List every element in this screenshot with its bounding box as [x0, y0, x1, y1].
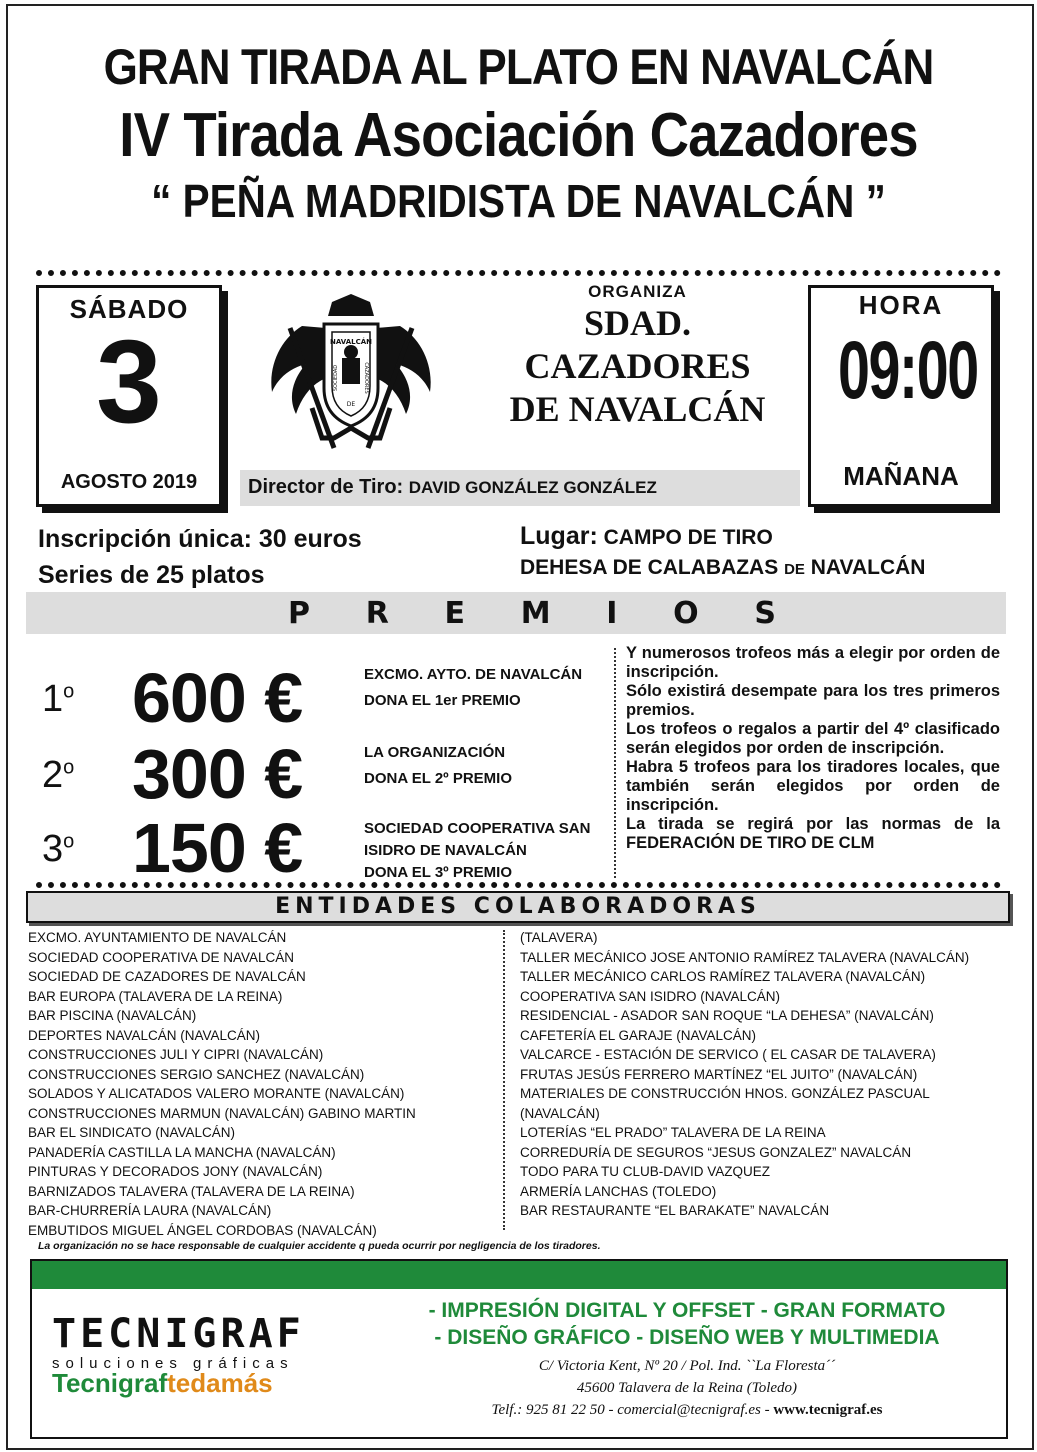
prizes-title-letter: P: [288, 595, 310, 631]
svg-text:SOCIEDAD: SOCIEDAD: [333, 364, 339, 392]
dotted-divider-top: [36, 270, 1001, 276]
registration-series: Series de 25 platos: [38, 561, 265, 589]
list-item: PINTURAS Y DECORADOS JONY (NAVALCÁN): [28, 1164, 323, 1179]
service-line-1: - IMPRESIÓN DIGITAL Y OFFSET - GRAN FORMATO: [428, 1299, 946, 1322]
list-item: SOCIEDAD DE CAZADORES DE NAVALCÁN: [28, 969, 306, 984]
prizes-title-letter: I: [606, 595, 618, 631]
list-item: CONSTRUCCIONES JULI Y CIPRI (NAVALCÁN): [28, 1047, 324, 1062]
title-line-2: IV Tirada Asociación Cazadores: [119, 101, 918, 170]
hour-period: MAÑANA: [843, 461, 959, 491]
prize-position: 2$^o$: [42, 754, 75, 796]
hour-time: 09:00: [838, 325, 978, 416]
list-item: LOTERÍAS “EL PRADO” TALAVERA DE LA REINA: [520, 1125, 826, 1140]
list-item: BAR RESTAURANTE “EL BARAKATE” NAVALCÁN: [520, 1203, 830, 1218]
sponsors-right-list: [520, 928, 969, 1221]
logo-tagline: Tecnigraftedamás: [52, 1368, 273, 1398]
list-item: DEPORTES NAVALCÁN (NAVALCÁN): [28, 1027, 261, 1043]
list-item: BAR PISCINA (NAVALCÁN): [28, 1008, 197, 1023]
list-item: TALLER MECÁNICO JOSE ANTONIO RAMÍREZ TALAVERA (NAVALCÁN): [520, 949, 970, 965]
list-item: COOPERATIVA SAN ISIDRO (NAVALCÁN): [520, 988, 781, 1004]
hour-box: [808, 285, 994, 507]
list-item: SOCIEDAD COOPERATIVA DE NAVALCÁN: [28, 949, 295, 965]
address-line-2: 45600 Talavera de la Reina (Toledo): [576, 1380, 798, 1396]
contact-line: Telf.: 925 81 22 50 - comercial@tecnigraf.es - www.tecnigraf.es: [491, 1402, 883, 1418]
prizes-divider: [614, 648, 616, 878]
place-line-1: CAMPO DE TIRO: [603, 526, 773, 549]
svg-text:NAVALCÁN: NAVALCÁN: [329, 338, 373, 346]
organizer-name-2: CAZADORES: [524, 346, 751, 386]
prize-donor: LA ORGANIZACIÓN DONA EL 2º PREMIO: [364, 744, 513, 787]
organizer-name-3: DE NAVALCÁN: [509, 389, 766, 429]
note: Habra 5 trofeos para los tiradores locales, que también serán elegidos por orden de inscripción.: [626, 758, 1000, 814]
footer-text: [387, 1297, 987, 1421]
place-line-2a: DEHESA DE CALABAZAS: [520, 556, 779, 579]
director-name: DAVID GONZÁLEZ GONZÁLEZ: [408, 478, 657, 497]
list-item: TODO PARA TU CLUB-DAVID VAZQUEZ: [520, 1164, 771, 1179]
svg-text:DE: DE: [346, 401, 356, 408]
list-item: BAR EUROPA (TALAVERA DE LA REINA): [28, 988, 283, 1004]
prize-donor: SOCIEDAD COOPERATIVA SAN ISIDRO DE NAVALCÁN DONA EL 3º PREMIO: [364, 820, 591, 881]
logo-subtitle: soluciones gráficas: [52, 1355, 294, 1372]
rules-notes: [626, 644, 1000, 853]
website-link[interactable]: www.tecnigraf.es: [773, 1402, 883, 1418]
address-line-1: C/ Victoria Kent, Nº 20 / Pol. Ind. ``La Floresta´´: [538, 1358, 836, 1374]
note: Y numerosos trofeos más a elegir por orden de inscripción.: [626, 644, 1000, 681]
list-item: ARMERÍA LANCHAS (TOLEDO): [520, 1183, 717, 1199]
list-item: BARNIZADOS TALAVERA (TALAVERA DE LA REINA): [28, 1183, 355, 1199]
note: Los trofeos o regalos a partir del 4º clasificado serán elegidos por orden de inscripción.: [626, 720, 1000, 757]
list-item: EMBUTIDOS MIGUEL ÁNGEL CORDOBAS (NAVALCÁN): [28, 1222, 377, 1238]
prize-position: 1$^o$: [42, 678, 75, 720]
prizes-title-letter: R: [365, 595, 389, 631]
list-item: EXCMO. AYUNTAMIENTO DE NAVALCÁN: [28, 930, 287, 945]
sponsors-left-list: [28, 928, 416, 1240]
list-item: CORREDURÍA DE SEGUROS “JESUS GONZALEZ” NAVALCÁN: [520, 1144, 912, 1160]
list-item: BAR-CHURRERÍA LAURA (NAVALCÁN): [28, 1203, 272, 1218]
organizer-block: [470, 282, 805, 431]
prizes-title-letter: E: [444, 595, 466, 631]
title-line-1: GRAN TIRADA AL PLATO EN NAVALCÁN: [103, 39, 934, 95]
logo-brand: TECNIGRAF: [52, 1311, 305, 1357]
disclaimer: La organización no se hace responsable de cualquier accidente q pueda ocurrir por negligencia de los tiradores.: [38, 1240, 601, 1252]
organizer-label: ORGANIZA: [588, 282, 687, 301]
svg-text:CAZADORES: CAZADORES: [363, 362, 369, 394]
registration-fee: Inscripción única: 30 euros: [38, 525, 362, 553]
director-label: Director de Tiro:: [248, 476, 404, 498]
day-number: 3: [96, 316, 162, 448]
registration-info: [38, 521, 362, 593]
sponsors-divider: [503, 930, 505, 1230]
prize-donor: EXCMO. AYTO. DE NAVALCÁN DONA EL 1er PREMIO: [364, 666, 583, 709]
hour-label: HORA: [858, 290, 944, 320]
note: Sólo existirá desempate para los tres primeros premios.: [626, 682, 1000, 719]
tecnigraf-logo: [52, 1311, 305, 1399]
list-item: (TALAVERA): [520, 930, 598, 945]
prize-1: [42, 659, 612, 737]
date-box: [36, 285, 222, 507]
sponsors-title-bar: ENTIDADES COLABORADORAS: [26, 891, 1010, 923]
hunters-crest-icon: [262, 288, 440, 456]
prize-amount: 150 €: [132, 809, 303, 887]
list-item: (NAVALCÁN): [520, 1105, 600, 1121]
footer-green-band: [32, 1261, 1006, 1289]
prize-2: [42, 735, 612, 813]
printer-footer: [30, 1259, 1008, 1439]
list-item: SOLADOS Y ALICATADOS VALERO MORANTE (NAVALCÁN): [28, 1086, 405, 1101]
note: La tirada se regirá por las normas de la FEDERACIÓN DE TIRO DE CLM: [626, 815, 1000, 852]
prizes-title-bar: [26, 592, 1006, 634]
month-year: AGOSTO 2019: [60, 471, 198, 493]
place-line-2b: DE: [784, 561, 805, 578]
list-item: BAR EL SINDICATO (NAVALCÁN): [28, 1125, 236, 1140]
dotted-divider-bottom: [36, 882, 1001, 888]
place-info: [520, 521, 925, 585]
weekday-label: SÁBADO: [69, 294, 189, 324]
list-item: FRUTAS JESÚS FERRERO MARTÍNEZ “EL JUITO” (NAVALCÁN): [520, 1066, 918, 1082]
list-item: VALCARCE - ESTACIÓN DE SERVICO ( EL CASAR DE TALAVERA): [520, 1047, 936, 1062]
place-label: Lugar:: [520, 522, 598, 550]
list-item: TALLER MECÁNICO CARLOS RAMÍREZ TALAVERA (NAVALCÁN): [520, 969, 926, 984]
list-item: CAFETERÍA EL GARAJE (NAVALCÁN): [520, 1027, 757, 1043]
list-item: CONSTRUCCIONES MARMUN (NAVALCÁN) GABINO MARTIN: [28, 1105, 416, 1121]
prizes-title-letter: M: [520, 595, 551, 631]
title-line-3: “ PEÑA MADRIDISTA DE NAVALCÁN ”: [151, 175, 886, 227]
prize-position: 3$^o$: [42, 828, 75, 870]
list-item: MATERIALES DE CONSTRUCCIÓN HNOS. GONZÁLEZ PASCUAL: [520, 1086, 930, 1101]
prize-amount: 300 €: [132, 735, 303, 813]
list-item: RESIDENCIAL - ASADOR SAN ROQUE “LA DEHESA” (NAVALCÁN): [520, 1008, 934, 1023]
director-bar: [240, 470, 800, 506]
organizer-name-1: SDAD.: [583, 303, 691, 343]
prizes-title-letter: O: [673, 595, 699, 631]
place-line-2c: NAVALCÁN: [810, 556, 926, 579]
prizes-title-letter: S: [754, 595, 776, 631]
list-item: PANADERÍA CASTILLA LA MANCHA (NAVALCÁN): [28, 1144, 336, 1160]
prize-3: [42, 809, 612, 887]
service-line-2: - DISEÑO GRÁFICO - DISEÑO WEB Y MULTIMEDIA: [434, 1326, 940, 1349]
prize-amount: 600 €: [132, 659, 303, 737]
list-item: CONSTRUCCIONES SERGIO SANCHEZ (NAVALCÁN): [28, 1066, 365, 1082]
